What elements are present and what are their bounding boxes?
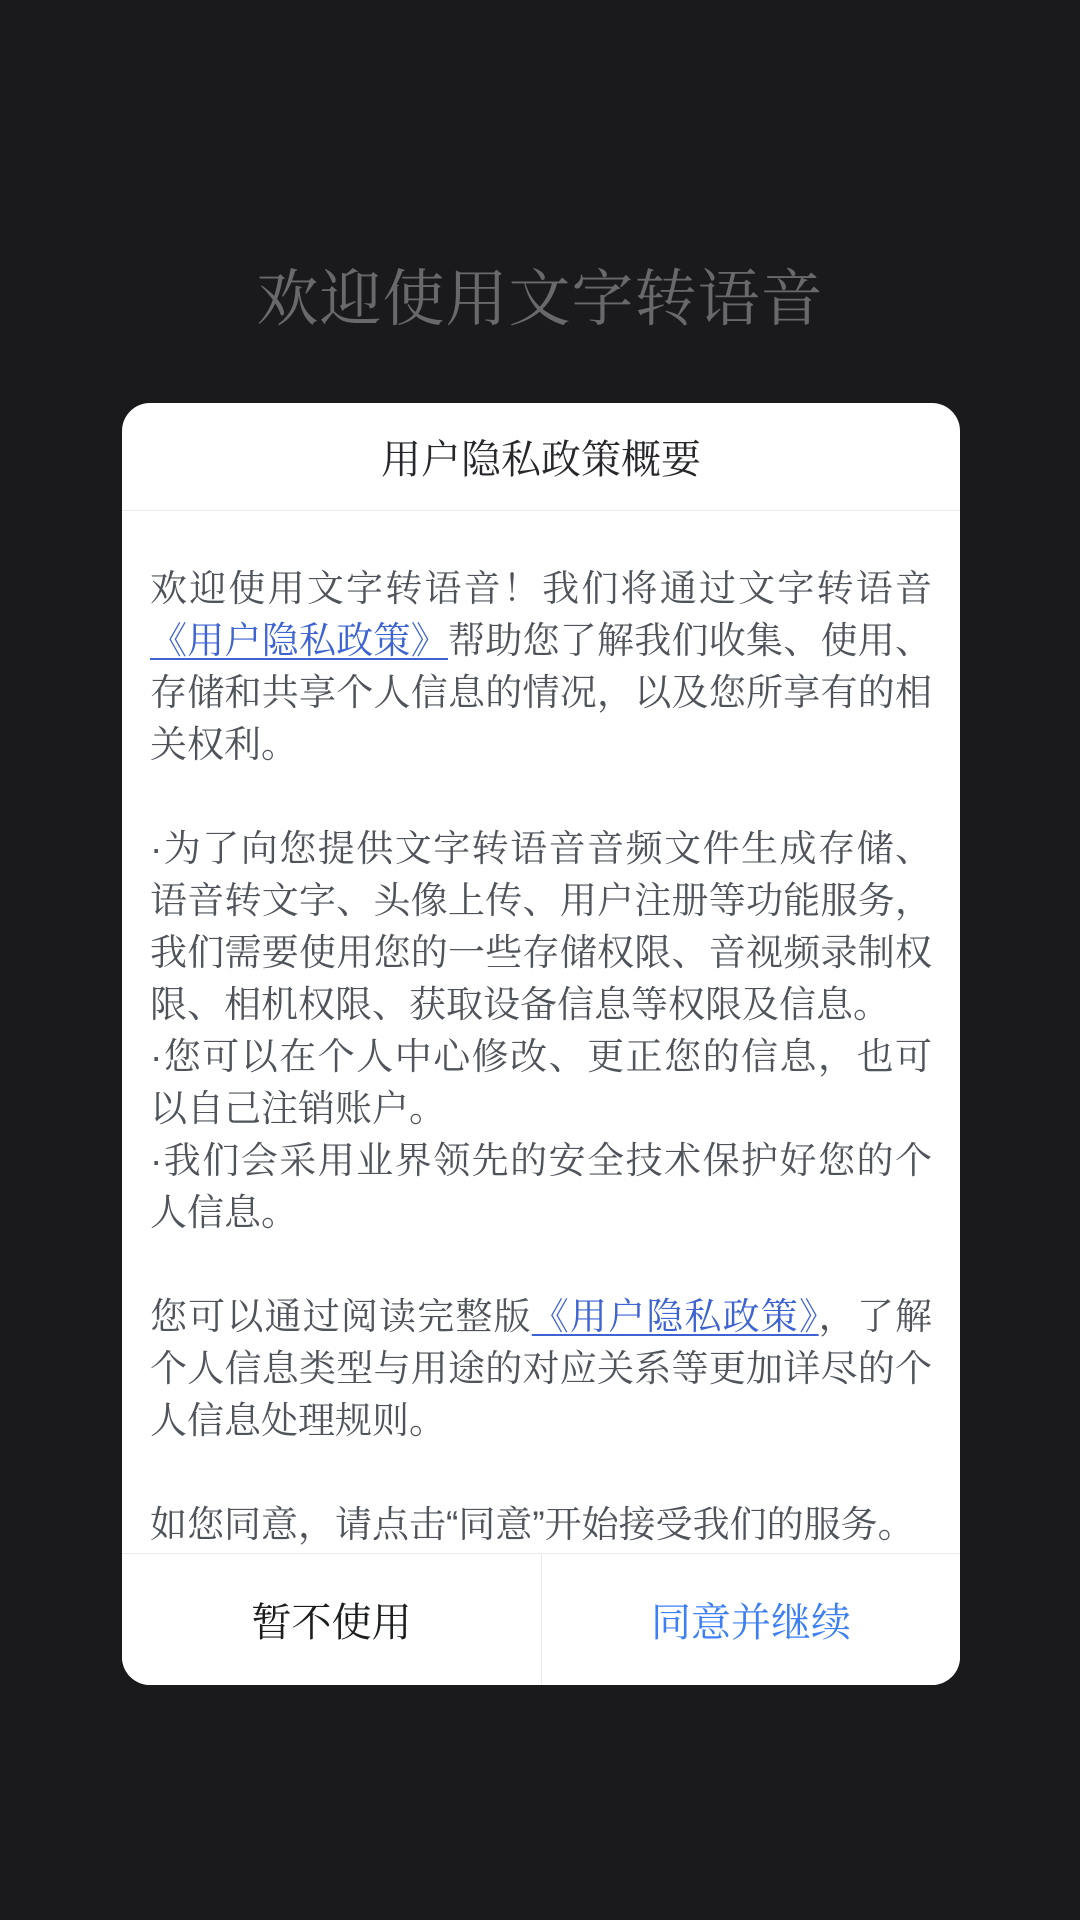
dialog-title: 用户隐私政策概要 <box>122 403 960 511</box>
page-title: 欢迎使用文字转语音 <box>256 265 824 334</box>
intro-paragraph <box>150 563 932 771</box>
bullet-item-account: ·您可以在个人中心修改、更正您的信息，也可以自己注销账户。 <box>150 1036 932 1129</box>
privacy-policy-link-full[interactable]: 《用户隐私政策》 <box>531 1296 819 1337</box>
full-policy-text-post: ，了解个人信息类型与用途的对应关系等更加详尽的个人信息处理规则。 <box>150 1296 933 1441</box>
bullet-item-security: ·我们会采用业界领先的安全技术保护好您的个人信息。 <box>150 1140 932 1233</box>
dialog-footer <box>122 1553 960 1685</box>
intro-text-post: 帮助您了解我们收集、使用、存储和共享个人信息的情况，以及您所享有的相关权利。 <box>150 620 932 765</box>
intro-text-pre: 欢迎使用文字转语音！我们将通过文字转语音 <box>150 568 932 609</box>
bullet-item-permissions: ·为了向您提供文字转语音音频文件生成存储、语音转文字、头像上传、用户注册等功能服务，我们需要使用您的一些存储权限、音视频录制权限、相机权限、获取设备信息等权限及信息。 <box>150 828 932 1025</box>
consent-paragraph: 如您同意，请点击“同意”开始接受我们的服务。 <box>150 1504 915 1545</box>
decline-button[interactable]: 暂不使用 <box>122 1554 541 1685</box>
bullet-list <box>150 823 932 1239</box>
dialog-body <box>122 511 960 1553</box>
full-policy-paragraph <box>150 1291 932 1447</box>
full-policy-text-pre: 您可以通过阅读完整版 <box>150 1296 532 1337</box>
privacy-policy-dialog <box>122 403 960 1685</box>
privacy-policy-link[interactable]: 《用户隐私政策》 <box>150 620 448 661</box>
agree-button[interactable]: 同意并继续 <box>541 1554 960 1685</box>
